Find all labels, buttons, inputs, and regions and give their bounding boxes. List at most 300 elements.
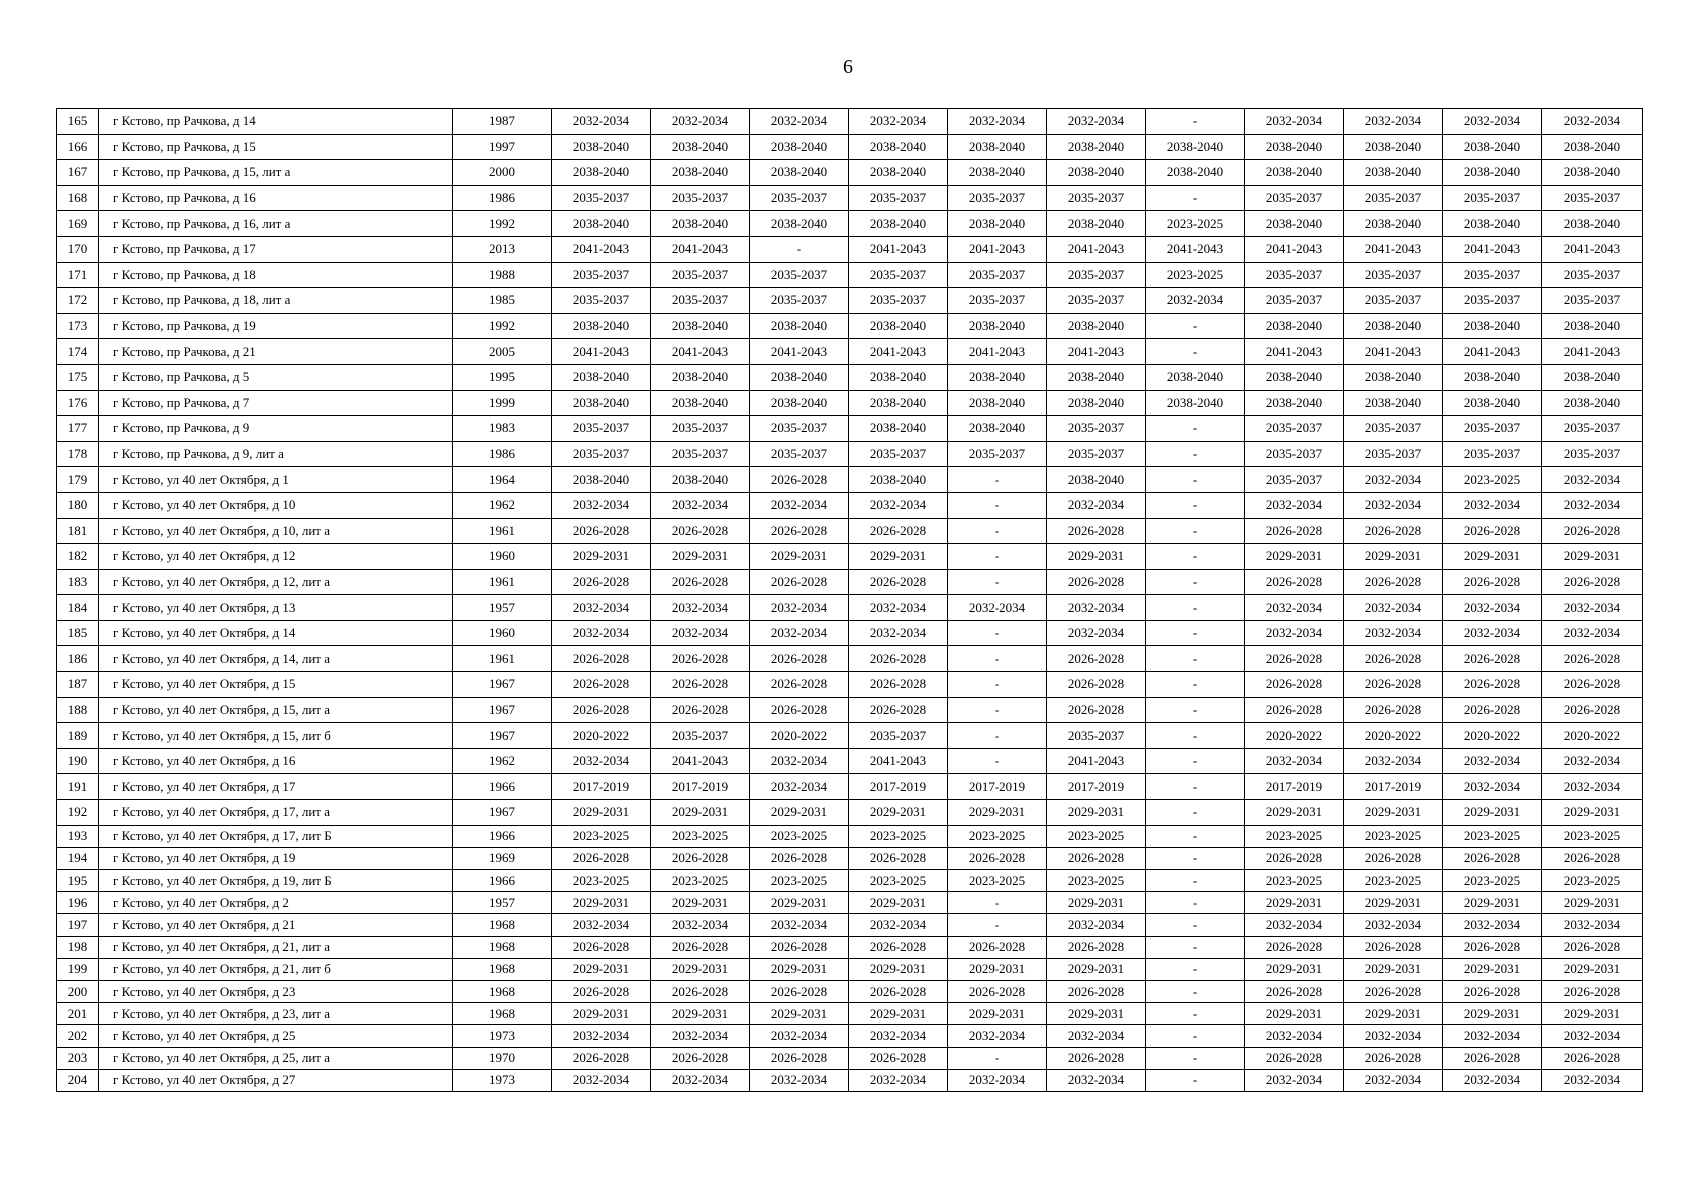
- period-cell: 2026-2028: [750, 646, 849, 672]
- period-cell: 2032-2034: [948, 595, 1047, 621]
- period-cell: 2029-2031: [1047, 892, 1146, 914]
- period-cell: 2026-2028: [651, 697, 750, 723]
- build-year-cell: 1961: [453, 646, 552, 672]
- build-year-cell: 1995: [453, 364, 552, 390]
- table-row: [57, 211, 1643, 237]
- build-year-cell: 2005: [453, 339, 552, 365]
- period-cell: 2020-2022: [750, 723, 849, 749]
- period-cell: 2038-2040: [849, 390, 948, 416]
- period-cell: 2035-2037: [1542, 441, 1643, 467]
- period-cell: 2038-2040: [1047, 390, 1146, 416]
- build-year-cell: 1968: [453, 936, 552, 958]
- period-cell: 2023-2025: [1344, 870, 1443, 892]
- period-cell: 2038-2040: [849, 313, 948, 339]
- period-cell: 2038-2040: [552, 211, 651, 237]
- build-year-cell: 1967: [453, 697, 552, 723]
- row-number-cell: 200: [57, 980, 99, 1002]
- address-cell: г Кстово, пр Рачкова, д 18: [99, 262, 453, 288]
- period-cell: 2029-2031: [1245, 1003, 1344, 1025]
- address-cell: г Кстово, ул 40 лет Октября, д 17, лит Б: [99, 825, 453, 847]
- period-cell: 2026-2028: [1443, 980, 1542, 1002]
- period-cell: 2032-2034: [1245, 748, 1344, 774]
- period-cell: -: [948, 620, 1047, 646]
- period-cell: 2026-2028: [1542, 936, 1643, 958]
- build-year-cell: 1961: [453, 518, 552, 544]
- row-number-cell: 171: [57, 262, 99, 288]
- period-cell: 2041-2043: [1542, 339, 1643, 365]
- address-cell: г Кстово, ул 40 лет Октября, д 15: [99, 672, 453, 698]
- period-cell: 2032-2034: [750, 914, 849, 936]
- period-cell: 2026-2028: [1443, 697, 1542, 723]
- address-cell: г Кстово, ул 40 лет Октября, д 25, лит а: [99, 1047, 453, 1069]
- period-cell: -: [1146, 723, 1245, 749]
- period-cell: 2032-2034: [750, 1025, 849, 1047]
- period-cell: 2032-2034: [1542, 914, 1643, 936]
- period-cell: 2026-2028: [1245, 569, 1344, 595]
- row-number-cell: 197: [57, 914, 99, 936]
- period-cell: 2038-2040: [849, 467, 948, 493]
- period-cell: 2026-2028: [1443, 847, 1542, 869]
- period-cell: 2029-2031: [1443, 544, 1542, 570]
- period-cell: 2035-2037: [1542, 416, 1643, 442]
- period-cell: 2029-2031: [1245, 800, 1344, 826]
- period-cell: 2032-2034: [849, 109, 948, 135]
- period-cell: 2035-2037: [849, 441, 948, 467]
- period-cell: 2029-2031: [1542, 544, 1643, 570]
- row-number-cell: 187: [57, 672, 99, 698]
- period-cell: 2023-2025: [1443, 870, 1542, 892]
- period-cell: 2035-2037: [849, 723, 948, 749]
- period-cell: 2020-2022: [1245, 723, 1344, 749]
- address-cell: г Кстово, пр Рачкова, д 16, лит а: [99, 211, 453, 237]
- period-cell: 2035-2037: [1047, 441, 1146, 467]
- period-cell: 2038-2040: [651, 313, 750, 339]
- period-cell: 2026-2028: [1344, 980, 1443, 1002]
- row-number-cell: 192: [57, 800, 99, 826]
- period-cell: 2035-2037: [948, 288, 1047, 314]
- period-cell: 2032-2034: [1542, 109, 1643, 135]
- period-cell: 2026-2028: [849, 518, 948, 544]
- period-cell: 2038-2040: [1344, 313, 1443, 339]
- period-cell: 2038-2040: [948, 364, 1047, 390]
- build-year-cell: 1967: [453, 672, 552, 698]
- period-cell: 2035-2037: [948, 441, 1047, 467]
- period-cell: 2038-2040: [1443, 211, 1542, 237]
- period-cell: 2032-2034: [750, 109, 849, 135]
- period-cell: 2035-2037: [552, 185, 651, 211]
- period-cell: 2029-2031: [1047, 544, 1146, 570]
- period-cell: 2026-2028: [1047, 518, 1146, 544]
- period-cell: 2035-2037: [651, 441, 750, 467]
- build-year-cell: 1988: [453, 262, 552, 288]
- period-cell: 2032-2034: [651, 492, 750, 518]
- period-cell: 2038-2040: [651, 211, 750, 237]
- period-cell: 2023-2025: [552, 825, 651, 847]
- period-cell: 2032-2034: [750, 595, 849, 621]
- period-cell: 2026-2028: [552, 847, 651, 869]
- period-cell: -: [948, 569, 1047, 595]
- period-cell: 2023-2025: [1443, 467, 1542, 493]
- period-cell: -: [1146, 1047, 1245, 1069]
- period-cell: 2032-2034: [1245, 1069, 1344, 1091]
- period-cell: -: [1146, 339, 1245, 365]
- row-number-cell: 186: [57, 646, 99, 672]
- period-cell: 2026-2028: [1245, 847, 1344, 869]
- period-cell: 2035-2037: [750, 416, 849, 442]
- period-cell: 2026-2028: [750, 1047, 849, 1069]
- address-cell: г Кстово, пр Рачкова, д 18, лит а: [99, 288, 453, 314]
- address-cell: г Кстово, пр Рачкова, д 15: [99, 134, 453, 160]
- period-cell: 2041-2043: [1047, 236, 1146, 262]
- build-year-cell: 1962: [453, 492, 552, 518]
- period-cell: 2032-2034: [1344, 914, 1443, 936]
- row-number-cell: 180: [57, 492, 99, 518]
- period-cell: 2029-2031: [1344, 1003, 1443, 1025]
- period-cell: 2032-2034: [651, 914, 750, 936]
- period-cell: 2026-2028: [1245, 646, 1344, 672]
- period-cell: 2035-2037: [1344, 416, 1443, 442]
- period-cell: 2035-2037: [1245, 288, 1344, 314]
- period-cell: 2041-2043: [750, 339, 849, 365]
- period-cell: 2026-2028: [552, 672, 651, 698]
- period-cell: 2041-2043: [651, 748, 750, 774]
- period-cell: 2032-2034: [1542, 492, 1643, 518]
- period-cell: 2038-2040: [1542, 364, 1643, 390]
- period-cell: 2041-2043: [1245, 339, 1344, 365]
- period-cell: 2026-2028: [1443, 936, 1542, 958]
- table-row: [57, 847, 1643, 869]
- period-cell: 2038-2040: [1245, 211, 1344, 237]
- period-cell: 2032-2034: [552, 109, 651, 135]
- period-cell: 2038-2040: [849, 134, 948, 160]
- period-cell: 2038-2040: [1146, 160, 1245, 186]
- period-cell: 2038-2040: [1344, 211, 1443, 237]
- period-cell: 2026-2028: [849, 1047, 948, 1069]
- period-cell: 2035-2037: [1245, 185, 1344, 211]
- period-cell: -: [1146, 1025, 1245, 1047]
- period-cell: 2023-2025: [1443, 825, 1542, 847]
- period-cell: 2032-2034: [1443, 1025, 1542, 1047]
- period-cell: 2026-2028: [948, 980, 1047, 1002]
- period-cell: 2032-2034: [1542, 1069, 1643, 1091]
- period-cell: -: [1146, 620, 1245, 646]
- period-cell: 2032-2034: [1542, 620, 1643, 646]
- build-year-cell: 1966: [453, 825, 552, 847]
- address-cell: г Кстово, ул 40 лет Октября, д 1: [99, 467, 453, 493]
- period-cell: 2026-2028: [948, 936, 1047, 958]
- row-number-cell: 181: [57, 518, 99, 544]
- period-cell: 2032-2034: [750, 492, 849, 518]
- period-cell: 2029-2031: [849, 1003, 948, 1025]
- period-cell: -: [750, 236, 849, 262]
- period-cell: 2026-2028: [1047, 1047, 1146, 1069]
- row-number-cell: 199: [57, 958, 99, 980]
- period-cell: 2029-2031: [750, 1003, 849, 1025]
- period-cell: 2038-2040: [1047, 313, 1146, 339]
- period-cell: 2032-2034: [849, 492, 948, 518]
- period-cell: 2038-2040: [552, 467, 651, 493]
- row-number-cell: 176: [57, 390, 99, 416]
- period-cell: 2029-2031: [651, 1003, 750, 1025]
- period-cell: -: [1146, 800, 1245, 826]
- period-cell: 2038-2040: [1245, 364, 1344, 390]
- period-cell: 2026-2028: [750, 936, 849, 958]
- period-cell: 2026-2028: [1245, 518, 1344, 544]
- period-cell: 2023-2025: [849, 825, 948, 847]
- period-cell: 2026-2028: [552, 980, 651, 1002]
- period-cell: 2041-2043: [1146, 236, 1245, 262]
- period-cell: 2032-2034: [849, 914, 948, 936]
- row-number-cell: 201: [57, 1003, 99, 1025]
- page-number: 6: [843, 56, 853, 78]
- period-cell: 2029-2031: [1245, 544, 1344, 570]
- period-cell: 2038-2040: [849, 211, 948, 237]
- period-cell: 2032-2034: [1245, 595, 1344, 621]
- period-cell: 2026-2028: [750, 847, 849, 869]
- build-year-cell: 1997: [453, 134, 552, 160]
- period-cell: 2035-2037: [948, 262, 1047, 288]
- period-cell: -: [1146, 441, 1245, 467]
- period-cell: 2032-2034: [1542, 467, 1643, 493]
- period-cell: 2032-2034: [1245, 914, 1344, 936]
- row-number-cell: 165: [57, 109, 99, 135]
- table-row: [57, 544, 1643, 570]
- build-year-cell: 1968: [453, 958, 552, 980]
- build-year-cell: 1968: [453, 980, 552, 1002]
- table-row: [57, 958, 1643, 980]
- address-cell: г Кстово, ул 40 лет Октября, д 16: [99, 748, 453, 774]
- row-number-cell: 185: [57, 620, 99, 646]
- table-row: [57, 870, 1643, 892]
- period-cell: -: [948, 697, 1047, 723]
- table-row: [57, 288, 1643, 314]
- period-cell: 2026-2028: [651, 646, 750, 672]
- period-cell: 2026-2028: [1443, 1047, 1542, 1069]
- period-cell: 2038-2040: [1245, 134, 1344, 160]
- period-cell: 2026-2028: [552, 697, 651, 723]
- period-cell: -: [948, 646, 1047, 672]
- address-cell: г Кстово, пр Рачкова, д 7: [99, 390, 453, 416]
- table-row: [57, 262, 1643, 288]
- period-cell: 2026-2028: [1047, 936, 1146, 958]
- period-cell: 2041-2043: [651, 236, 750, 262]
- period-cell: -: [1146, 569, 1245, 595]
- address-cell: г Кстово, ул 40 лет Октября, д 10, лит а: [99, 518, 453, 544]
- period-cell: 2035-2037: [1047, 185, 1146, 211]
- period-cell: -: [948, 723, 1047, 749]
- period-cell: 2023-2025: [1146, 211, 1245, 237]
- period-cell: 2029-2031: [849, 958, 948, 980]
- address-cell: г Кстово, ул 40 лет Октября, д 15, лит б: [99, 723, 453, 749]
- period-cell: 2038-2040: [1245, 390, 1344, 416]
- period-cell: -: [948, 1047, 1047, 1069]
- period-cell: 2035-2037: [1542, 288, 1643, 314]
- row-number-cell: 173: [57, 313, 99, 339]
- period-cell: 2029-2031: [1542, 800, 1643, 826]
- period-cell: -: [1146, 544, 1245, 570]
- build-year-cell: 1964: [453, 467, 552, 493]
- period-cell: 2032-2034: [1542, 1025, 1643, 1047]
- period-cell: 2041-2043: [1443, 236, 1542, 262]
- period-cell: 2026-2028: [849, 569, 948, 595]
- period-cell: 2029-2031: [651, 544, 750, 570]
- period-cell: -: [1146, 774, 1245, 800]
- period-cell: -: [1146, 467, 1245, 493]
- period-cell: 2029-2031: [750, 958, 849, 980]
- period-cell: 2035-2037: [750, 288, 849, 314]
- period-cell: 2035-2037: [849, 262, 948, 288]
- address-cell: г Кстово, ул 40 лет Октября, д 14: [99, 620, 453, 646]
- period-cell: 2038-2040: [750, 211, 849, 237]
- period-cell: 2026-2028: [1443, 672, 1542, 698]
- period-cell: 2038-2040: [849, 160, 948, 186]
- period-cell: 2032-2034: [1443, 492, 1542, 518]
- address-cell: г Кстово, ул 40 лет Октября, д 12, лит а: [99, 569, 453, 595]
- period-cell: -: [1146, 980, 1245, 1002]
- period-cell: -: [1146, 595, 1245, 621]
- period-cell: 2038-2040: [1047, 364, 1146, 390]
- period-cell: 2032-2034: [1443, 774, 1542, 800]
- build-year-cell: 1986: [453, 441, 552, 467]
- table-row: [57, 236, 1643, 262]
- table-row: [57, 1025, 1643, 1047]
- period-cell: 2035-2037: [1344, 441, 1443, 467]
- period-cell: 2038-2040: [1443, 364, 1542, 390]
- address-cell: г Кстово, пр Рачкова, д 17: [99, 236, 453, 262]
- period-cell: 2032-2034: [1047, 1069, 1146, 1091]
- period-cell: 2032-2034: [552, 1069, 651, 1091]
- table-row: [57, 441, 1643, 467]
- period-cell: 2032-2034: [849, 620, 948, 646]
- table-row: [57, 595, 1643, 621]
- period-cell: 2041-2043: [849, 748, 948, 774]
- period-cell: 2038-2040: [750, 313, 849, 339]
- period-cell: 2026-2028: [1245, 1047, 1344, 1069]
- table-row: [57, 185, 1643, 211]
- period-cell: 2038-2040: [1443, 134, 1542, 160]
- period-cell: 2032-2034: [849, 1069, 948, 1091]
- period-cell: -: [1146, 1069, 1245, 1091]
- period-cell: 2023-2025: [1245, 870, 1344, 892]
- period-cell: 2032-2034: [948, 109, 1047, 135]
- period-cell: 2038-2040: [1542, 211, 1643, 237]
- period-cell: 2023-2025: [1344, 825, 1443, 847]
- period-cell: 2038-2040: [750, 160, 849, 186]
- table-row: [57, 1069, 1643, 1091]
- period-cell: 2026-2028: [750, 697, 849, 723]
- period-cell: -: [1146, 748, 1245, 774]
- build-year-cell: 1960: [453, 620, 552, 646]
- period-cell: 2029-2031: [552, 800, 651, 826]
- period-cell: 2026-2028: [948, 847, 1047, 869]
- period-cell: 2023-2025: [948, 870, 1047, 892]
- period-cell: 2026-2028: [1542, 646, 1643, 672]
- row-number-cell: 169: [57, 211, 99, 237]
- table-row: [57, 825, 1643, 847]
- period-cell: 2032-2034: [1542, 774, 1643, 800]
- period-cell: 2038-2040: [1344, 390, 1443, 416]
- period-cell: 2023-2025: [651, 870, 750, 892]
- row-number-cell: 202: [57, 1025, 99, 1047]
- period-cell: 2038-2040: [1146, 364, 1245, 390]
- period-cell: 2020-2022: [552, 723, 651, 749]
- period-cell: 2023-2025: [1047, 825, 1146, 847]
- period-cell: 2032-2034: [552, 748, 651, 774]
- period-cell: 2023-2025: [552, 870, 651, 892]
- build-year-cell: 1986: [453, 185, 552, 211]
- period-cell: -: [1146, 825, 1245, 847]
- period-cell: 2032-2034: [1443, 620, 1542, 646]
- period-cell: 2032-2034: [1245, 1025, 1344, 1047]
- period-cell: 2017-2019: [948, 774, 1047, 800]
- address-cell: г Кстово, пр Рачкова, д 16: [99, 185, 453, 211]
- period-cell: 2032-2034: [651, 109, 750, 135]
- period-cell: 2026-2028: [1344, 847, 1443, 869]
- period-cell: -: [1146, 958, 1245, 980]
- period-cell: 2026-2028: [651, 569, 750, 595]
- period-cell: 2026-2028: [651, 847, 750, 869]
- period-cell: 2032-2034: [1443, 1069, 1542, 1091]
- period-cell: 2026-2028: [552, 936, 651, 958]
- period-cell: 2017-2019: [651, 774, 750, 800]
- period-cell: -: [1146, 518, 1245, 544]
- period-cell: 2023-2025: [948, 825, 1047, 847]
- period-cell: 2038-2040: [1344, 134, 1443, 160]
- period-cell: 2032-2034: [1344, 467, 1443, 493]
- period-cell: 2026-2028: [651, 672, 750, 698]
- period-cell: 2029-2031: [1542, 892, 1643, 914]
- period-cell: 2032-2034: [1443, 595, 1542, 621]
- period-cell: 2038-2040: [651, 467, 750, 493]
- period-cell: 2038-2040: [1443, 390, 1542, 416]
- period-cell: 2026-2028: [1245, 980, 1344, 1002]
- period-cell: -: [948, 492, 1047, 518]
- period-cell: 2038-2040: [552, 390, 651, 416]
- build-year-cell: 1957: [453, 595, 552, 621]
- period-cell: 2026-2028: [651, 980, 750, 1002]
- address-cell: г Кстово, ул 40 лет Октября, д 23: [99, 980, 453, 1002]
- period-cell: 2038-2040: [750, 390, 849, 416]
- period-cell: 2035-2037: [651, 185, 750, 211]
- address-cell: г Кстово, ул 40 лет Октября, д 13: [99, 595, 453, 621]
- table-row: [57, 416, 1643, 442]
- row-number-cell: 177: [57, 416, 99, 442]
- address-cell: г Кстово, пр Рачкова, д 15, лит а: [99, 160, 453, 186]
- period-cell: -: [1146, 870, 1245, 892]
- row-number-cell: 182: [57, 544, 99, 570]
- period-cell: 2026-2028: [849, 847, 948, 869]
- table-row: [57, 339, 1643, 365]
- period-cell: 2029-2031: [1344, 892, 1443, 914]
- period-cell: 2029-2031: [1443, 800, 1542, 826]
- period-cell: 2035-2037: [1245, 441, 1344, 467]
- table-row: [57, 109, 1643, 135]
- period-cell: -: [1146, 847, 1245, 869]
- period-cell: 2026-2028: [552, 1047, 651, 1069]
- period-cell: 2038-2040: [948, 160, 1047, 186]
- address-cell: г Кстово, ул 40 лет Октября, д 21, лит б: [99, 958, 453, 980]
- period-cell: 2041-2043: [552, 339, 651, 365]
- period-cell: 2020-2022: [1443, 723, 1542, 749]
- period-cell: 2041-2043: [948, 236, 1047, 262]
- period-cell: 2038-2040: [1047, 211, 1146, 237]
- period-cell: -: [948, 518, 1047, 544]
- period-cell: 2032-2034: [552, 914, 651, 936]
- address-cell: г Кстово, ул 40 лет Октября, д 19: [99, 847, 453, 869]
- table-row: [57, 364, 1643, 390]
- period-cell: 2035-2037: [750, 185, 849, 211]
- period-cell: 2029-2031: [849, 892, 948, 914]
